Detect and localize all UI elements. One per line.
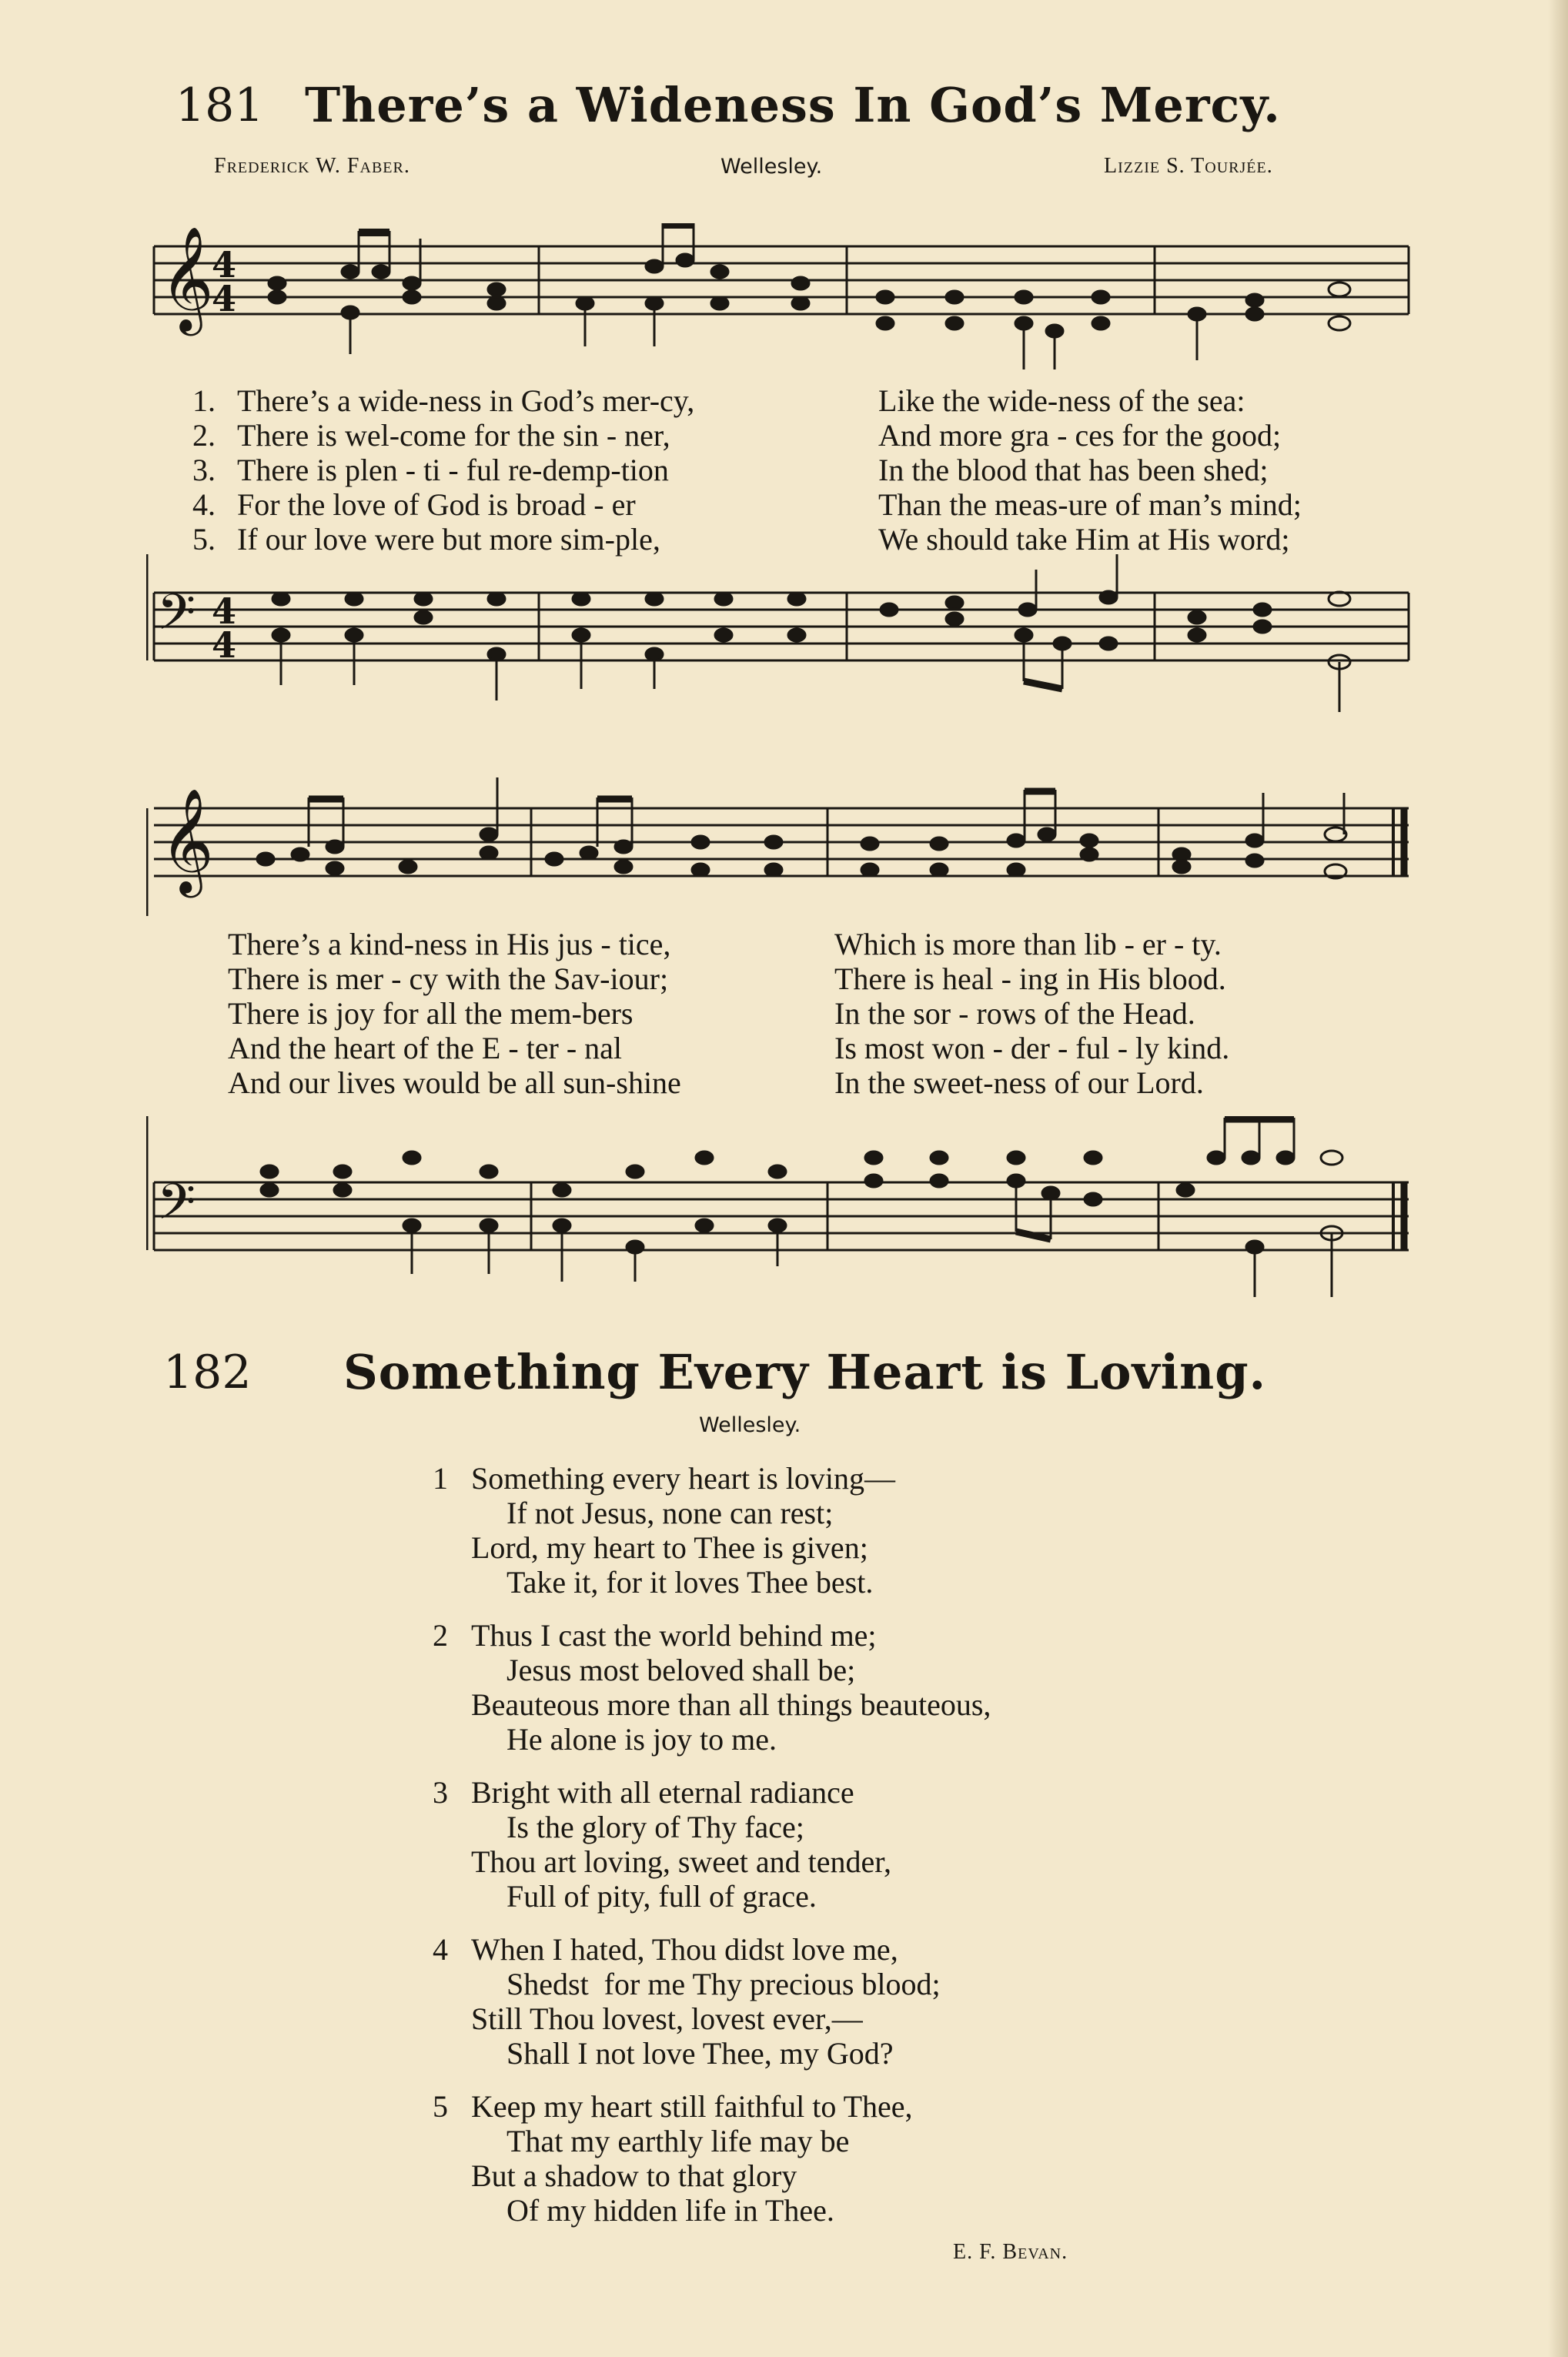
bass-clef-icon: 𝄢	[157, 1174, 196, 1243]
verse-line: 2. There is wel-come for the sin - ner, And more gra - ces for the good;	[192, 418, 1282, 453]
bass-staff-system-2	[146, 1116, 1416, 1301]
author-credit: Frederick W. Faber.	[214, 154, 410, 178]
treble-staff-system-1	[146, 223, 1416, 377]
composer-credit: Lizzie S. Tourjée.	[1104, 154, 1273, 178]
verse-line: 5. If our love were but more sim-ple, We should take Him at His word;	[192, 522, 1290, 557]
page-edge	[1548, 0, 1568, 2357]
stanza: 1 Something every heart is loving— If not Jesus, none can rest; Lord, my heart to Thee is given; Take it, for it loves Thee best.	[433, 1461, 896, 1600]
verse-line: 3. There is plen - ti - ful re-demp-tion In the blood that has been shed;	[192, 453, 1269, 487]
tune-name: Wellesley.	[720, 155, 823, 179]
hymn-number: 181	[176, 79, 264, 132]
author-credit: E. F. Bevan.	[953, 2240, 1068, 2264]
verses-system-2	[228, 927, 1229, 1100]
verses-system-1	[192, 383, 1302, 557]
verse-line: There is mer - cy with the Sav-iour; There is heal - ing in His blood.	[228, 961, 1226, 996]
svg-text:4: 4	[212, 244, 237, 286]
treble-clef-icon: 𝄞	[160, 225, 214, 331]
stanza: 5 Keep my heart still faithful to Thee, That my earthly life may be But a shadow to that glory Of my hidden life in Thee.	[433, 2089, 913, 2228]
hymn-title: There’s a Wideness In God’s Mercy.	[305, 77, 1281, 133]
stanza: 2 Thus I cast the world behind me; Jesus most beloved shall be; Beauteous more than all things beauteous, He alone is joy to me.	[433, 1618, 991, 1757]
stanzas	[433, 1461, 991, 2228]
verse-line: 4. For the love of God is broad - er Than the meas-ure of man’s mind;	[192, 487, 1302, 522]
stanza: 3 Bright with all eternal radiance Is the glory of Thy face; Thou art loving, sweet and tender, Full of pity, full of grace.	[433, 1775, 892, 1914]
svg-text:4: 4	[212, 624, 237, 666]
verse-line: 1. There’s a wide-ness in God’s mer-cy, Like the wide-ness of the sea:	[192, 383, 1245, 418]
treble-staff-system-2	[146, 770, 1416, 916]
verse-line: There’s a kind-ness in His jus - tice, Which is more than lib - er - ty.	[228, 927, 1222, 961]
bass-staff-system-1	[146, 554, 1416, 716]
hymn-number: 182	[163, 1346, 252, 1399]
bass-clef-icon: 𝄢	[157, 584, 196, 654]
svg-text:4: 4	[212, 590, 237, 632]
verse-line: And the heart of the E - ter - nal Is most won - der - ful - ly kind.	[228, 1031, 1230, 1065]
svg-text:4: 4	[212, 278, 237, 319]
stanza: 4 When I hated, Thou didst love me, Shedst for me Thy precious blood; Still Thou lovest, lovest ever,— Shall I not love Thee, my God?	[433, 1932, 941, 2071]
treble-clef-icon: 𝄞	[160, 787, 214, 893]
tune-name: Wellesley.	[699, 1413, 801, 1437]
verse-line: And our lives would be all sun-shine In the sweet-ness of our Lord.	[228, 1065, 1204, 1100]
verse-line: There is joy for all the mem-bers In the sor - rows of the Head.	[228, 996, 1195, 1031]
hymn-title: Something Every Heart is Loving.	[343, 1344, 1267, 1400]
